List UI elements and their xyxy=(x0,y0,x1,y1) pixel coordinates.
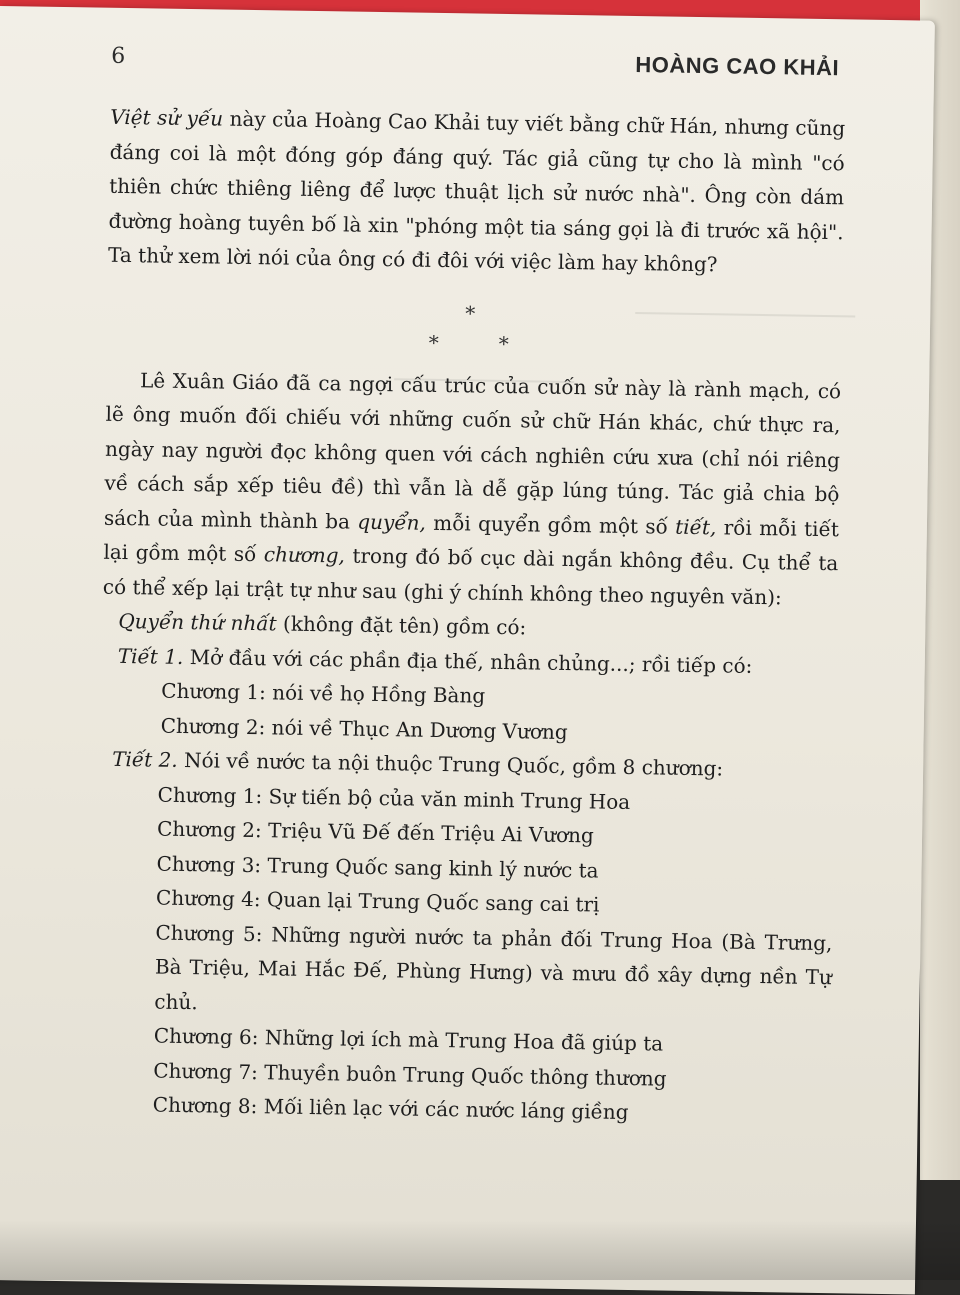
outline-chapter: Chương 2: nói về Thục An Dương Vương xyxy=(160,713,568,744)
book-label: Quyển thứ nhất xyxy=(118,608,277,636)
running-title: HOÀNG CAO KHẢI xyxy=(635,51,840,81)
outline-chapter: Chương 2: Triệu Vũ Đế đến Triệu Ai Vương xyxy=(156,816,595,848)
book-description: (không đặt tên) gồm có: xyxy=(276,611,527,640)
paragraph-text: mỗi quyển gồm một số xyxy=(425,510,676,539)
term-tiet: tiết, xyxy=(675,514,717,539)
separator-star-top: * xyxy=(465,300,476,326)
section-description: Mở đầu với các phần địa thế, nhân chủng...; rồi tiếp có: xyxy=(183,644,753,678)
outline-chapter: Chương 8: Mối liên lạc với các nước láng giềng xyxy=(152,1092,629,1125)
outline-chapter: Chương 4: Quan lại Trung Quốc sang cai trị xyxy=(155,885,600,917)
section-separator xyxy=(106,272,842,374)
term-chuong: chương, xyxy=(263,542,346,568)
section-label: Tiết 1. xyxy=(117,643,184,669)
outline-chapter: Chương 7: Thuyền buôn Trung Quốc thông thương xyxy=(153,1058,667,1091)
paragraph-text: trong đó bố cục dài ngắn không đều. Cụ thể ta có thể xếp lại trật tự như sau (ghi ý chính không theo nguyên văn): xyxy=(102,543,839,609)
term-quyen: quyển, xyxy=(357,509,427,535)
paragraph-text: Lê Xuân Giáo đã ca ngợi cấu trúc của cuốn sử này là rành mạch, có lẽ ông muốn đối chiếu với những cuốn sử chữ Hán khác, chứ thực ra, ngày nay người đọc không quen với cách nghiên cứu xưa (chỉ nói riêng về cách sắp xếp tiêu đề) thì vẫn là dễ gặp lúng túng. Tác giả chia bộ sách của mình thành ba xyxy=(103,367,842,534)
section-description: Nói về nước ta nội thuộc Trung Quốc, gồm 8 chương: xyxy=(177,747,724,781)
intro-text: này của Hoàng Cao Khải tuy viết bằng chữ Hán, nhưng cũng đáng coi là một đóng góp đáng quý. Tác giả cũng tự cho là mình "có thiên chức thiêng liêng để lược thuật lịch sử nước nhà". Ông còn dám đường hoàng tuyên bố là xin "phóng một tia sáng gọi là đi trước xã hội". Ta thử xem lời nói của ông có đi đôi với việc làm hay không? xyxy=(107,106,846,277)
outline-chapter: Chương 3: Trung Quốc sang kinh lý nước ta xyxy=(156,851,599,883)
paragraph-text: rồi mỗi tiết lại gồm một số xyxy=(103,514,840,567)
page-header xyxy=(0,36,934,91)
structure-paragraph xyxy=(103,362,842,615)
page-number: 6 xyxy=(111,43,126,69)
outline-chapter: Chương 1: nói về họ Hồng Bàng xyxy=(161,678,486,708)
outline-chapter: Chương 5: Những người nước ta phản đối Trung Hoa (Bà Trưng, Bà Triệu, Mai Hắc Đế, Phùng Hưng) và mưu đồ xây dựng nền Tự chủ. xyxy=(154,920,833,1014)
outline-chapter: Chương 1: Sự tiến bộ của văn minh Trung Hoa xyxy=(157,782,631,814)
book-page xyxy=(0,6,935,1295)
separator-star-left: * xyxy=(428,330,439,355)
page-body xyxy=(94,100,845,1133)
section-label: Tiết 2. xyxy=(112,746,178,772)
outline-chapter: Chương 6: Những lợi ích mà Trung Hoa đã giúp ta xyxy=(153,1023,664,1056)
work-title: Việt sử yếu xyxy=(110,104,224,131)
book-outline xyxy=(94,604,837,1133)
separator-star-right: * xyxy=(498,331,509,356)
intro-paragraph xyxy=(108,100,846,284)
